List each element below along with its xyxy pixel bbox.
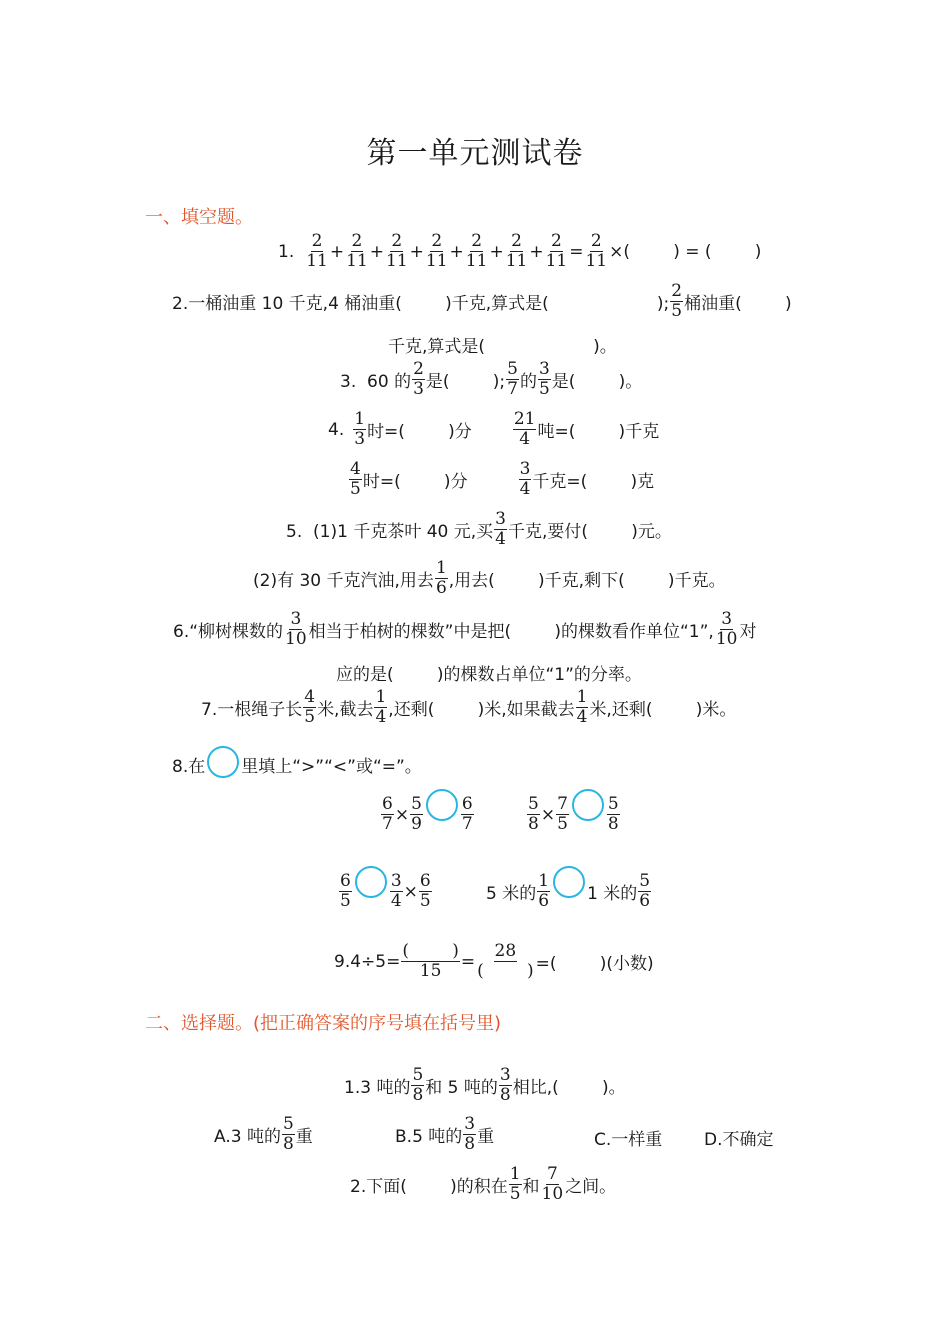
fraction: $\frac{6}{5}$	[340, 871, 351, 911]
comparison-circle-icon	[207, 746, 239, 778]
compare-row-1a: $\frac{6}{7}$ × $\frac{5}{9}$ $\frac{6}{7}$	[380, 795, 475, 834]
fraction: $\frac{3}{4}$	[495, 509, 506, 549]
fraction: $\frac{2}{11}$	[465, 231, 488, 271]
question-4-row-1: 4. $\frac{1}{3}$ 时=( )分 $\frac{21}{4}$ 吨=( )千克	[328, 409, 660, 449]
fraction: $\frac{3}{10}$	[715, 609, 738, 649]
question-2: 2.一桶油重 10 千克,4 桶油重( )千克,算式是( ); $\frac{2}{5}$ 桶油重( )	[172, 281, 792, 321]
fraction: $\frac{4}{5}$	[304, 687, 316, 727]
option-b[interactable]: B.5 吨的 $\frac{3}{8}$ 重	[395, 1114, 495, 1154]
fraction: $\frac{7}{10}$	[541, 1164, 564, 1204]
question-5-part-2: (2)有 30 千克汽油,用去 $\frac{1}{6}$ ,用去( )千克,剩下( )千克。	[253, 558, 726, 598]
question-9: 9.4÷5= $\frac{( )}{15}$ = $\frac{28}{( )}$ =( )(小数)	[334, 941, 654, 981]
option-c[interactable]: C.一样重	[594, 1130, 663, 1150]
fraction: $\frac{2}{11}$	[346, 231, 368, 271]
question-6-cont: 应的是( )的棵数占单位“1”的分率。	[336, 665, 642, 685]
question-8: 8.在 里填上“>”“<”或“=”。	[172, 748, 422, 780]
fraction: $\frac{2}{11}$	[425, 231, 448, 271]
fraction: $\frac{( )}{15}$	[402, 941, 459, 981]
fraction: $\frac{2}{3}$	[413, 359, 424, 399]
compare-row-2b: 5 米的 $\frac{1}{6}$ 1 米的 $\frac{5}{6}$	[486, 872, 652, 911]
fraction: $\frac{1}{6}$	[435, 558, 447, 598]
section-fill-in: 一、填空题。	[145, 207, 253, 228]
fraction: $\frac{6}{7}$	[382, 794, 393, 834]
fraction: $\frac{1}{4}$	[576, 687, 588, 727]
fraction: $\frac{6}{7}$	[461, 794, 473, 834]
fraction: $\frac{5}{8}$	[282, 1114, 294, 1154]
question-5-part-1: 5. (1)1 千克茶叶 40 元,买 $\frac{3}{4}$ 千克,要付( )元。	[286, 509, 672, 549]
fraction: $\frac{2}{11}$	[386, 231, 408, 271]
fraction: $\frac{3}{8}$	[499, 1065, 511, 1105]
comparison-circle-icon[interactable]	[426, 789, 458, 821]
comparison-circle-icon[interactable]	[355, 866, 387, 898]
option-a[interactable]: A.3 吨的 $\frac{5}{8}$ 重	[214, 1114, 313, 1154]
page-title: 第一单元测试卷	[366, 136, 584, 171]
fraction: $\frac{6}{5}$	[419, 871, 431, 911]
fraction: $\frac{2}{11}$	[306, 231, 328, 271]
question-6: 6.“柳树棵数的 $\frac{3}{10}$ 相当于柏树的棵数”中是把( )的棵数看作单位“1”, $\frac{3}{10}$ 对	[173, 609, 757, 649]
fraction: $\frac{3}{4}$	[519, 459, 531, 499]
section-multiple-choice: 二、选择题。(把正确答案的序号填在括号里)	[145, 1013, 502, 1034]
question-7: 7.一根绳子长 $\frac{4}{5}$ 米,截去 $\frac{1}{4}$ ,还剩( )米,如果截去 $\frac{1}{4}$ 米,还剩( )米。	[201, 687, 737, 727]
fraction: $\frac{5}{8}$	[528, 794, 539, 834]
fraction: $\frac{2}{11}$	[585, 231, 608, 271]
fraction: $\frac{5}{9}$	[411, 794, 422, 834]
fraction: $\frac{5}{6}$	[639, 871, 651, 911]
fraction: $\frac{1}{4}$	[375, 687, 387, 727]
question-1: 1. $\frac{2}{11}$ + $\frac{2}{11}$ + $\frac{2}{11}$ + $\frac{2}{11}$ + $\frac{2}{11}$ + $\frac{2}{11}$ + $\frac{2}{11}$ = $\frac{2}{11}$ ×( ) = ( )	[278, 231, 762, 271]
fraction: $\frac{21}{4}$	[513, 409, 536, 449]
fraction: $\frac{2}{11}$	[545, 231, 568, 271]
fraction: $\frac{3}{5}$	[538, 359, 550, 399]
fraction: $\frac{5}{8}$	[412, 1065, 424, 1105]
comparison-circle-icon[interactable]	[572, 789, 604, 821]
option-d[interactable]: D.不确定	[704, 1130, 774, 1150]
fraction: $\frac{3}{10}$	[285, 609, 307, 649]
compare-row-2a: $\frac{6}{5}$ $\frac{3}{4}$ × $\frac{6}{5}$	[338, 872, 433, 911]
fraction: $\frac{3}{8}$	[464, 1114, 476, 1154]
fraction: $\frac{5}{7}$	[507, 359, 518, 399]
choice-question-2: 2.下面( )的积在 $\frac{1}{5}$ 和 $\frac{7}{10}$ 之间。	[350, 1164, 617, 1204]
fraction: $\frac{5}{8}$	[607, 794, 619, 834]
fraction: $\frac{1}{3}$	[354, 409, 366, 449]
question-2-cont: 千克,算式是( )。	[388, 337, 617, 357]
choice-question-1: 1.3 吨的 $\frac{5}{8}$ 和 5 吨的 $\frac{3}{8}$ 相比,( )。	[344, 1065, 626, 1105]
question-4-row-2: $\frac{4}{5}$ 时=( )分 $\frac{3}{4}$ 千克=( )克	[350, 459, 655, 499]
comparison-circle-icon[interactable]	[553, 866, 585, 898]
fraction: $\frac{3}{4}$	[390, 871, 402, 911]
fraction: $\frac{28}{( )}$	[477, 941, 534, 981]
fraction: $\frac{4}{5}$	[350, 459, 361, 499]
question-3: 3. 60 的 $\frac{2}{3}$ 是( ); $\frac{5}{7}$ 的 $\frac{3}{5}$ 是( )。	[340, 359, 643, 399]
fraction: $\frac{2}{11}$	[505, 231, 528, 271]
compare-row-1b: $\frac{5}{8}$ × $\frac{7}{5}$ $\frac{5}{8}$	[526, 795, 621, 834]
fraction: $\frac{1}{5}$	[509, 1164, 521, 1204]
fraction: $\frac{1}{6}$	[538, 871, 550, 911]
fraction: $\frac{7}{5}$	[557, 794, 568, 834]
fraction: $\frac{2}{5}$	[671, 281, 683, 321]
